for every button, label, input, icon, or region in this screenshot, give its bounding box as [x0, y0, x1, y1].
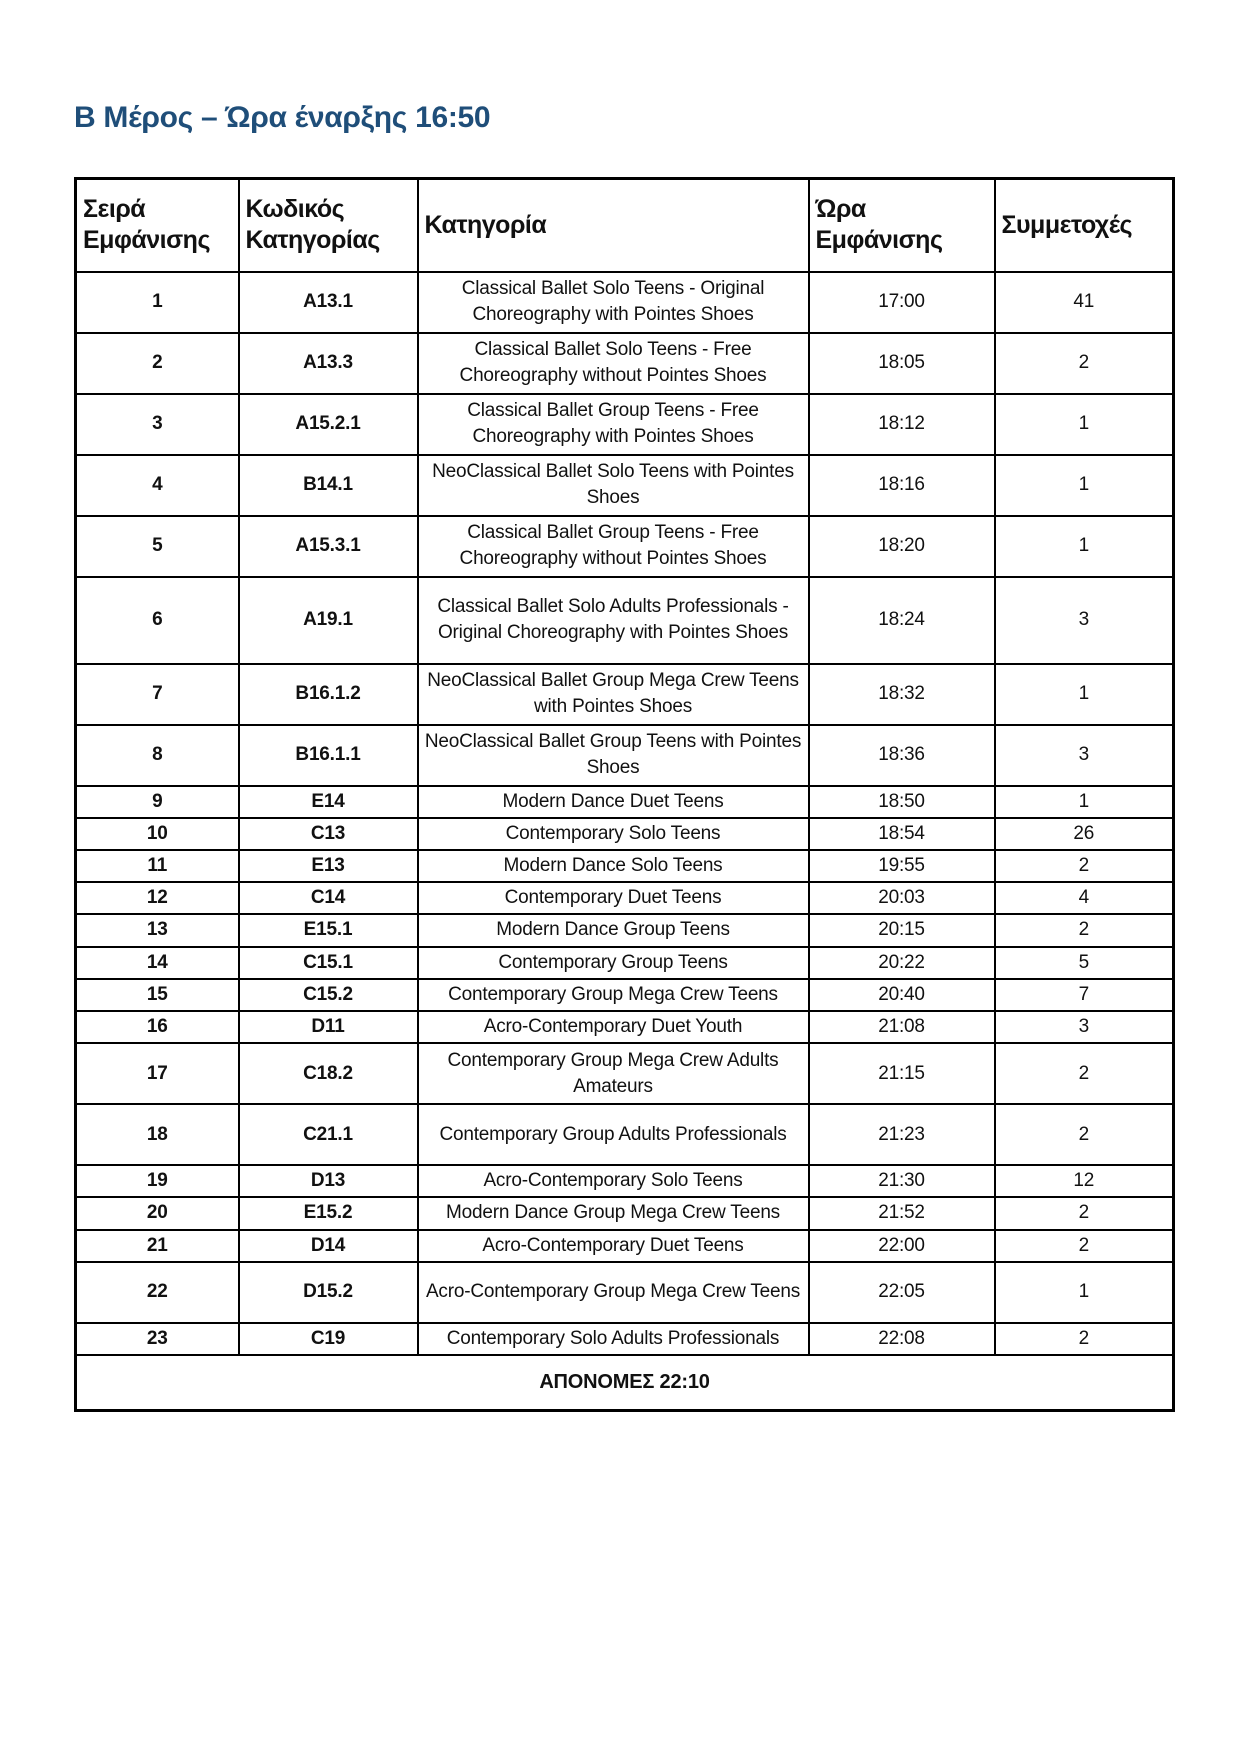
- cell-time: 20:15: [809, 914, 995, 946]
- cell-order: 11: [76, 850, 239, 882]
- cell-time: 18:54: [809, 818, 995, 850]
- cell-category: Modern Dance Solo Teens: [418, 850, 809, 882]
- cell-entries: 41: [995, 272, 1174, 333]
- cell-category: Classical Ballet Solo Teens - Original Choreography with Pointes Shoes: [418, 272, 809, 333]
- cell-order: 10: [76, 818, 239, 850]
- cell-order: 6: [76, 577, 239, 664]
- cell-time: 18:36: [809, 725, 995, 786]
- cell-code: C14: [239, 882, 418, 914]
- table-row: [76, 947, 1174, 979]
- table-row: [76, 818, 1174, 850]
- table-row: [76, 577, 1174, 664]
- cell-order: 19: [76, 1165, 239, 1197]
- cell-time: 18:32: [809, 664, 995, 725]
- cell-category: Acro-Contemporary Duet Youth: [418, 1011, 809, 1043]
- cell-time: 18:05: [809, 333, 995, 394]
- cell-entries: 4: [995, 882, 1174, 914]
- cell-entries: 2: [995, 1323, 1174, 1355]
- cell-time: 18:50: [809, 786, 995, 818]
- cell-code: D15.2: [239, 1262, 418, 1323]
- table-row: [76, 725, 1174, 786]
- cell-code: C21.1: [239, 1104, 418, 1165]
- column-header-entries: Συμμετοχές: [995, 179, 1174, 272]
- cell-entries: 2: [995, 333, 1174, 394]
- cell-time: 21:23: [809, 1104, 995, 1165]
- table-row: [76, 1230, 1174, 1262]
- cell-order: 23: [76, 1323, 239, 1355]
- cell-order: 8: [76, 725, 239, 786]
- cell-entries: 12: [995, 1165, 1174, 1197]
- cell-order: 18: [76, 1104, 239, 1165]
- cell-entries: 3: [995, 577, 1174, 664]
- cell-time: 20:22: [809, 947, 995, 979]
- table-row: [76, 850, 1174, 882]
- schedule-table: [74, 177, 1175, 1412]
- cell-code: E14: [239, 786, 418, 818]
- cell-order: 9: [76, 786, 239, 818]
- table-row: [76, 394, 1174, 455]
- column-header-code: Κωδικός Κατηγορίας: [239, 179, 418, 272]
- cell-order: 3: [76, 394, 239, 455]
- cell-time: 18:12: [809, 394, 995, 455]
- column-header-time: Ώρα Εμφάνισης: [809, 179, 995, 272]
- cell-entries: 1: [995, 664, 1174, 725]
- cell-time: 21:08: [809, 1011, 995, 1043]
- cell-category: Contemporary Group Adults Professionals: [418, 1104, 809, 1165]
- cell-time: 18:16: [809, 455, 995, 516]
- cell-order: 14: [76, 947, 239, 979]
- cell-time: 21:15: [809, 1043, 995, 1104]
- cell-order: 2: [76, 333, 239, 394]
- table-row: [76, 914, 1174, 946]
- cell-entries: 7: [995, 979, 1174, 1011]
- cell-order: 4: [76, 455, 239, 516]
- cell-time: 20:40: [809, 979, 995, 1011]
- table-row: [76, 516, 1174, 577]
- cell-code: A13.3: [239, 333, 418, 394]
- cell-entries: 26: [995, 818, 1174, 850]
- cell-category: Modern Dance Duet Teens: [418, 786, 809, 818]
- page-title: Β Μέρος – Ώρα έναρξης 16:50: [74, 101, 491, 134]
- cell-code: C15.1: [239, 947, 418, 979]
- cell-entries: 1: [995, 786, 1174, 818]
- cell-category: Contemporary Duet Teens: [418, 882, 809, 914]
- cell-category: Acro-Contemporary Solo Teens: [418, 1165, 809, 1197]
- cell-order: 15: [76, 979, 239, 1011]
- cell-entries: 3: [995, 725, 1174, 786]
- table-row: [76, 664, 1174, 725]
- cell-code: A19.1: [239, 577, 418, 664]
- cell-entries: 3: [995, 1011, 1174, 1043]
- cell-category: Classical Ballet Group Teens - Free Choreography with Pointes Shoes: [418, 394, 809, 455]
- table-row: [76, 1262, 1174, 1323]
- cell-category: Acro-Contemporary Group Mega Crew Teens: [418, 1262, 809, 1323]
- cell-entries: 2: [995, 1043, 1174, 1104]
- table-footer-row: [76, 1355, 1174, 1410]
- cell-entries: 2: [995, 914, 1174, 946]
- cell-code: D14: [239, 1230, 418, 1262]
- cell-time: 20:03: [809, 882, 995, 914]
- cell-code: A15.3.1: [239, 516, 418, 577]
- cell-code: A15.2.1: [239, 394, 418, 455]
- cell-category: Classical Ballet Solo Adults Professionals - Original Choreography with Pointes Shoes: [418, 577, 809, 664]
- cell-entries: 5: [995, 947, 1174, 979]
- cell-code: C15.2: [239, 979, 418, 1011]
- cell-entries: 2: [995, 1230, 1174, 1262]
- table-row: [76, 333, 1174, 394]
- table-row: [76, 786, 1174, 818]
- cell-category: Contemporary Group Teens: [418, 947, 809, 979]
- cell-entries: 1: [995, 516, 1174, 577]
- table-row: [76, 1043, 1174, 1104]
- cell-order: 22: [76, 1262, 239, 1323]
- cell-code: E13: [239, 850, 418, 882]
- column-header-order: Σειρά Εμφάνισης: [76, 179, 239, 272]
- table-row: [76, 1323, 1174, 1355]
- cell-entries: 1: [995, 455, 1174, 516]
- cell-entries: 2: [995, 1197, 1174, 1229]
- cell-category: Acro-Contemporary Duet Teens: [418, 1230, 809, 1262]
- cell-code: E15.2: [239, 1197, 418, 1229]
- cell-code: D13: [239, 1165, 418, 1197]
- cell-time: 18:24: [809, 577, 995, 664]
- cell-order: 5: [76, 516, 239, 577]
- cell-entries: 2: [995, 850, 1174, 882]
- cell-order: 21: [76, 1230, 239, 1262]
- cell-code: E15.1: [239, 914, 418, 946]
- column-header-category: Κατηγορία: [418, 179, 809, 272]
- table-row: [76, 979, 1174, 1011]
- cell-code: D11: [239, 1011, 418, 1043]
- cell-time: 21:30: [809, 1165, 995, 1197]
- cell-category: NeoClassical Ballet Solo Teens with Pointes Shoes: [418, 455, 809, 516]
- cell-entries: 1: [995, 1262, 1174, 1323]
- awards-ceremony-note: ΑΠΟΝΟΜΕΣ 22:10: [76, 1355, 1174, 1410]
- table-row: [76, 272, 1174, 333]
- cell-category: NeoClassical Ballet Group Teens with Pointes Shoes: [418, 725, 809, 786]
- cell-code: C19: [239, 1323, 418, 1355]
- cell-code: B16.1.2: [239, 664, 418, 725]
- cell-order: 12: [76, 882, 239, 914]
- cell-time: 22:00: [809, 1230, 995, 1262]
- cell-order: 13: [76, 914, 239, 946]
- cell-order: 1: [76, 272, 239, 333]
- cell-order: 20: [76, 1197, 239, 1229]
- cell-time: 18:20: [809, 516, 995, 577]
- cell-category: Contemporary Group Mega Crew Teens: [418, 979, 809, 1011]
- cell-category: Classical Ballet Group Teens - Free Choreography without Pointes Shoes: [418, 516, 809, 577]
- table-body: [76, 272, 1174, 1356]
- table-row: [76, 1165, 1174, 1197]
- cell-entries: 1: [995, 394, 1174, 455]
- cell-category: NeoClassical Ballet Group Mega Crew Teens with Pointes Shoes: [418, 664, 809, 725]
- cell-time: 17:00: [809, 272, 995, 333]
- page-content: [74, 0, 1174, 1412]
- cell-category: Contemporary Solo Adults Professionals: [418, 1323, 809, 1355]
- cell-code: B14.1: [239, 455, 418, 516]
- cell-category: Classical Ballet Solo Teens - Free Choreography without Pointes Shoes: [418, 333, 809, 394]
- cell-code: B16.1.1: [239, 725, 418, 786]
- cell-code: C13: [239, 818, 418, 850]
- cell-code: C18.2: [239, 1043, 418, 1104]
- cell-category: Contemporary Group Mega Crew Adults Amateurs: [418, 1043, 809, 1104]
- cell-time: 22:08: [809, 1323, 995, 1355]
- cell-entries: 2: [995, 1104, 1174, 1165]
- cell-category: Contemporary Solo Teens: [418, 818, 809, 850]
- cell-order: 17: [76, 1043, 239, 1104]
- cell-code: A13.1: [239, 272, 418, 333]
- cell-time: 19:55: [809, 850, 995, 882]
- cell-order: 16: [76, 1011, 239, 1043]
- table-row: [76, 1104, 1174, 1165]
- cell-time: 21:52: [809, 1197, 995, 1229]
- table-header-row: [76, 179, 1174, 272]
- table-row: [76, 455, 1174, 516]
- table-row: [76, 882, 1174, 914]
- cell-category: Modern Dance Group Teens: [418, 914, 809, 946]
- cell-category: Modern Dance Group Mega Crew Teens: [418, 1197, 809, 1229]
- cell-order: 7: [76, 664, 239, 725]
- cell-time: 22:05: [809, 1262, 995, 1323]
- table-row: [76, 1011, 1174, 1043]
- table-row: [76, 1197, 1174, 1229]
